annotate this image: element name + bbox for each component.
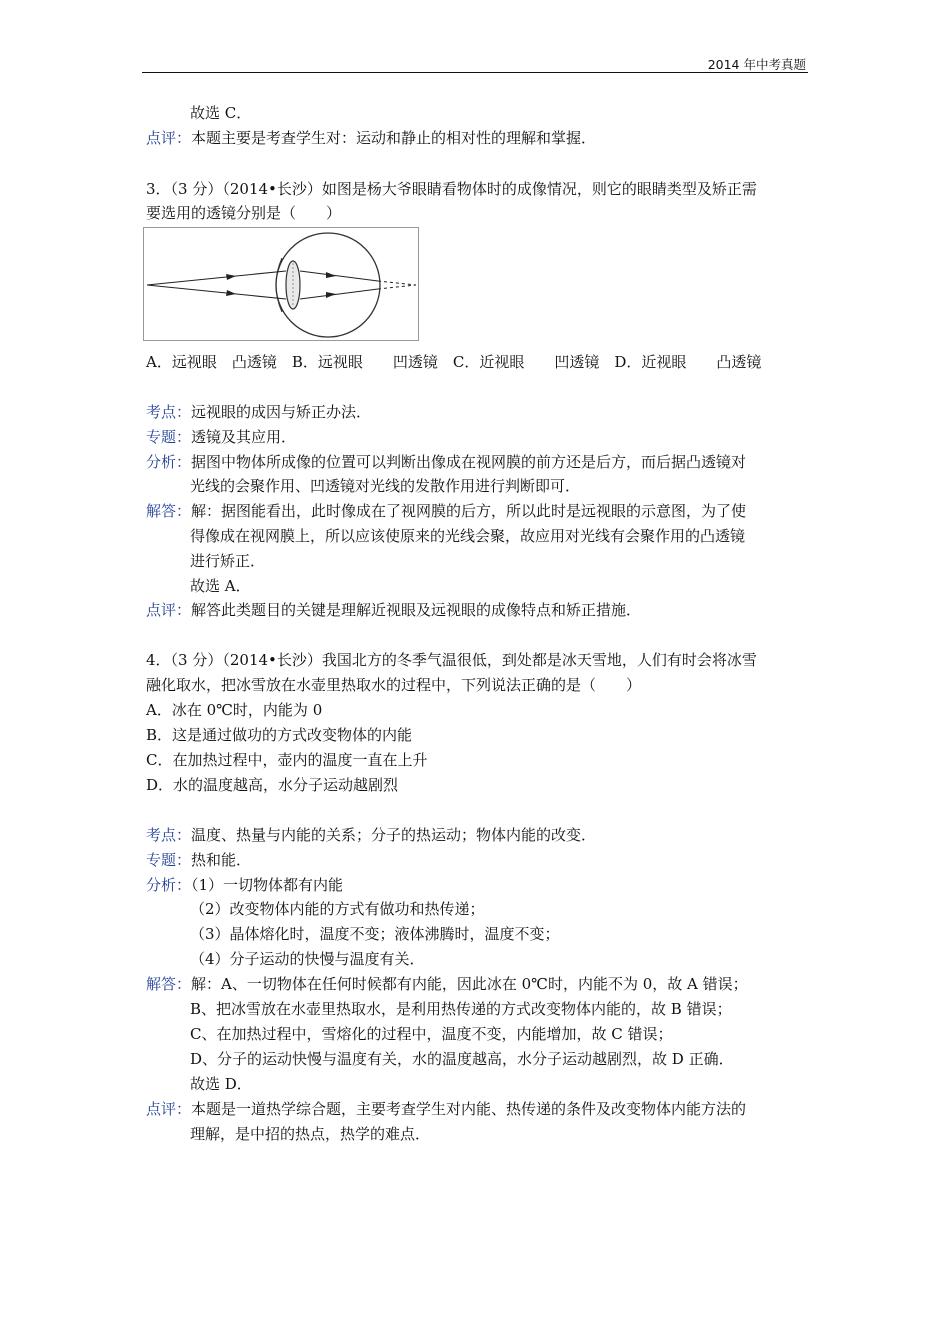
- q4-fenxi-line3: （3）晶体熔化时，温度不变；液体沸腾时，温度不变；: [190, 925, 560, 943]
- review-text: 本题主要是考查学生对：运动和静止的相对性的理解和掌握．: [191, 129, 597, 147]
- q4-review: [146, 1099, 746, 1119]
- jieda-label: 解答：: [146, 975, 192, 993]
- review-label: 点评：: [146, 1100, 192, 1118]
- zhuanti-text: 透镜及其应用．: [191, 428, 297, 446]
- q3-zhuanti: [146, 427, 296, 447]
- header-text: 2014 年中考真题: [707, 57, 806, 72]
- q3-jieda-line3: 进行矫正．: [190, 552, 266, 570]
- q2-review: [146, 128, 596, 148]
- fenxi-label: 分析：: [146, 876, 192, 894]
- q4-stem-line2: 融化取水，把冰雪放在水壶里热取水的过程中，下列说法正确的是（ ）: [146, 676, 642, 694]
- q3-kaodian: [146, 402, 371, 422]
- q3-stem-line1: 3．（3 分）（2014•长沙）如图是杨大爷眼睛看物体时的成像情况，则它的眼睛类型及矫正需: [146, 180, 757, 198]
- ray-lower-refracted: [300, 289, 378, 299]
- ray-upper-incident: [147, 271, 286, 285]
- q3-review: [146, 600, 641, 620]
- eye-diagram: [143, 227, 419, 341]
- kaodian-label: 考点：: [146, 826, 192, 844]
- ray-upper-refracted: [300, 271, 378, 281]
- q4-jieda-line5: 故选 D．: [190, 1075, 252, 1093]
- review-label: 点评：: [146, 601, 192, 619]
- q4-option-b: B．这是通过做功的方式改变物体的内能: [146, 726, 413, 744]
- q4-fenxi-line4: （4）分子运动的快慢与温度有关．: [190, 950, 425, 968]
- arrow-lower-incident: [226, 290, 236, 296]
- q3-jieda-line2: 得像成在视网膜上，所以应该使原来的光线会聚，故应用对光线有会聚作用的凸透镜: [190, 527, 746, 545]
- zhuanti-label: 专题：: [146, 428, 192, 446]
- q4-zhuanti: [146, 850, 251, 870]
- kaodian-text: 温度、热量与内能的关系；分子的热运动；物体内能的改变．: [191, 826, 597, 844]
- fenxi-label: 分析：: [146, 453, 192, 471]
- kaodian-text: 远视眼的成因与矫正办法．: [191, 403, 372, 421]
- q3-jieda: [146, 501, 746, 521]
- cornea: [276, 258, 282, 312]
- ray-upper-extension: [378, 281, 416, 285]
- q4-stem-line1: 4．（3 分）（2014•长沙）我国北方的冬季气温很低，到处都是冰天雪地，人们有时会将冰雪: [146, 651, 757, 669]
- q4-jieda-line3: C、在加热过程中，雪熔化的过程中，温度不变，内能增加，故 C 错误；: [190, 1025, 673, 1043]
- fenxi-text: （1）一切物体都有内能: [191, 876, 344, 894]
- fenxi-text: 据图中物体所成像的位置可以判断出像成在视网膜的前方还是后方，而后据凸透镜对: [191, 453, 747, 471]
- q4-jieda: [146, 974, 748, 994]
- q3-fenxi-line2: 光线的会聚作用、凹透镜对光线的发散作用进行判断即可．: [190, 477, 581, 495]
- page-header: [142, 58, 808, 73]
- zhuanti-label: 专题：: [146, 851, 192, 869]
- q3-options: A．远视眼 凸透镜 B．远视眼 凹透镜 C．近视眼 凹透镜 D．近视眼 凸透镜: [146, 353, 762, 371]
- ray-lower-incident: [147, 285, 286, 299]
- review-label: 点评：: [146, 129, 192, 147]
- jieda-label: 解答：: [146, 502, 192, 520]
- review-text: 解答此类题目的关键是理解近视眼及远视眼的成像特点和矫正措施．: [191, 601, 642, 619]
- ray-lower-extension: [378, 285, 416, 289]
- q4-option-a: A．冰在 0℃时，内能为 0: [146, 701, 323, 719]
- q3-fenxi: [146, 452, 746, 472]
- q4-option-d: D．水的温度越高，水分子运动越剧烈: [146, 776, 399, 794]
- q4-jieda-line4: D、分子的运动快慢与温度有关，水的温度越高，水分子运动越剧烈，故 D 正确．: [190, 1050, 734, 1068]
- q4-jieda-line2: B、把冰雪放在水壶里热取水，是利用热传递的方式改变物体内能的，故 B 错误；: [190, 1000, 732, 1018]
- eye-diagram-svg: [144, 228, 420, 342]
- q4-kaodian: [146, 825, 596, 845]
- q4-fenxi-line2: （2）改变物体内能的方式有做功和热传递；: [190, 900, 485, 918]
- kaodian-label: 考点：: [146, 403, 192, 421]
- q4-option-c: C．在加热过程中，壶内的温度一直在上升: [146, 751, 428, 769]
- zhuanti-text: 热和能．: [191, 851, 252, 869]
- jieda-text: 解：A、一切物体在任何时候都有内能，因此冰在 0℃时，内能不为 0，故 A 错误；: [191, 975, 748, 993]
- jieda-text: 解：据图能看出，此时像成在了视网膜的后方，所以此时是远视眼的示意图，为了使: [191, 502, 747, 520]
- q3-stem-line2: 要选用的透镜分别是（ ）: [146, 204, 342, 222]
- q3-jieda-line4: 故选 A．: [190, 577, 251, 595]
- q2-answer: 故选 C．: [190, 104, 252, 122]
- review-text: 本题是一道热学综合题，主要考查学生对内能、热传递的条件及改变物体内能方法的: [191, 1100, 747, 1118]
- q4-review-line2: 理解，是中招的热点，热学的难点．: [190, 1125, 431, 1143]
- arrow-upper-incident: [226, 274, 236, 280]
- q4-fenxi: [146, 875, 343, 895]
